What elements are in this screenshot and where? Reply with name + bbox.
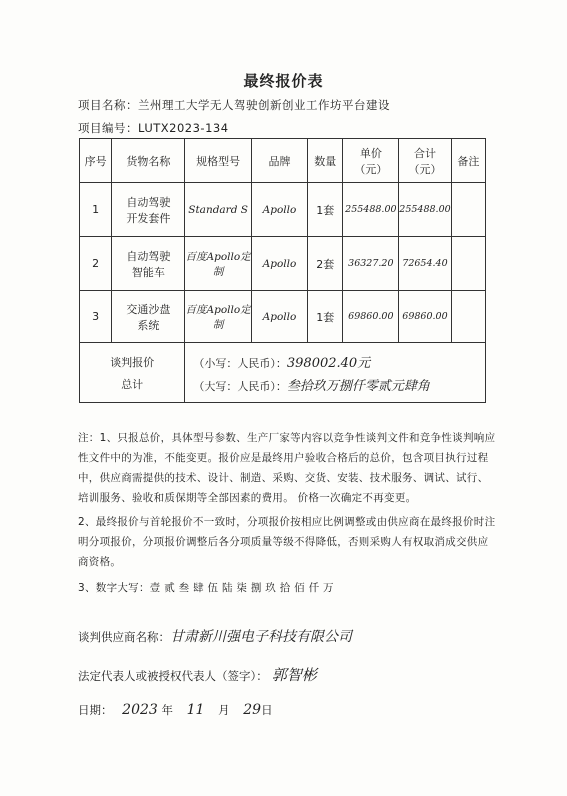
note-1: 注：1、只报总价，具体型号参数、生产厂家等内容以竞争性谈判文件和竞争性谈判响应性文件中的为准，不能变更。报价应是最终用户验收合格后的总价，包含项目执行过程中，供应商需提供的技术、设计、制造、采购、交货、安装、技术服务、调试、试行、培训服务、验收和质保期等全部因素的费用。 价格一次确定不再变更。 [78, 432, 496, 504]
small-total-value: 398002.40元 [286, 355, 371, 371]
small-total-label: （小写：人民币）： [193, 356, 287, 370]
supplier-label: 谈判供应商名称： [78, 630, 170, 644]
supplier-line [78, 626, 352, 646]
row-name-line1: 自动驾驶 [126, 195, 171, 209]
date-line [78, 702, 273, 718]
project-no-line [78, 120, 229, 136]
row-qty: 1套 [308, 291, 343, 343]
row-remark [451, 291, 485, 343]
row-model: Standard S [185, 183, 251, 237]
header-unit-price-unit: （元） [354, 162, 388, 176]
header-brand: 品牌 [251, 139, 307, 183]
quote-table [79, 138, 486, 403]
row-name [112, 291, 185, 343]
date-day: 29 [243, 702, 262, 718]
row-name [112, 237, 185, 291]
date-label: 日期： [78, 703, 113, 717]
big-total-value: 叁拾玖万捌仟零贰元肆角 [286, 378, 430, 394]
row-name-line2: 系统 [137, 318, 160, 332]
representative-signature: 郭智彬 [271, 666, 317, 684]
project-no-label: 项目编号： [78, 121, 138, 135]
date-month: 11 [186, 702, 205, 718]
row-remark [451, 237, 485, 291]
summary-label-line1: 谈判报价 [110, 355, 155, 369]
row-name-line2: 开发套件 [126, 211, 171, 225]
header-unit-price-label: 单价 [359, 146, 382, 160]
header-seq: 序号 [80, 139, 112, 183]
summary-label-line2: 总计 [121, 377, 144, 391]
row-name [112, 183, 185, 237]
row-seq: 3 [80, 291, 112, 343]
row-total: 72654.40 [399, 237, 451, 291]
row-model: 百度Apollo定制 [185, 237, 251, 291]
page-title: 最终报价表 [243, 72, 324, 90]
row-unit-price: 69860.00 [343, 291, 399, 343]
table-row [80, 183, 486, 237]
representative-label: 法定代表人或被授权代表人（签字）： [78, 669, 268, 683]
header-total-label: 合计 [413, 146, 436, 160]
date-year: 2023 [122, 702, 158, 718]
table-row [80, 291, 486, 343]
header-unit-price [343, 139, 399, 183]
project-name-line [78, 97, 390, 113]
date-year-unit: 年 [161, 703, 173, 717]
date-day-unit: 日 [261, 703, 273, 717]
summary-values [185, 343, 486, 403]
row-qty: 2套 [308, 237, 343, 291]
row-name-line2: 智能车 [131, 265, 165, 279]
representative-line [78, 664, 317, 685]
big-total-label: （大写：人民币）： [193, 379, 287, 393]
row-brand: Apollo [251, 291, 307, 343]
row-total: 255488.00 [399, 183, 451, 237]
header-total-unit: （元） [408, 162, 442, 176]
summary-label [80, 343, 185, 403]
big-total-line [185, 375, 485, 394]
row-brand: Apollo [251, 237, 307, 291]
project-name: 兰州理工大学无人驾驶创新创业工作坊平台建设 [138, 98, 390, 112]
table-header-row [80, 139, 486, 183]
row-seq: 2 [80, 237, 112, 291]
row-unit-price: 255488.00 [343, 183, 399, 237]
header-model: 规格型号 [185, 139, 251, 183]
header-name: 货物名称 [112, 139, 185, 183]
row-unit-price: 36327.20 [343, 237, 399, 291]
row-total: 69860.00 [399, 291, 451, 343]
row-qty: 1套 [308, 183, 343, 237]
summary-row [80, 343, 486, 403]
note-2: 2、最终报价与首轮报价不一致时，分项报价按相应比例调整或由供应商在最终报价时注明分项报价，分项报价调整后各分项质量等级不得降低，否则采购人有权取消成交供应商资格。 [78, 516, 496, 568]
row-remark [451, 183, 485, 237]
table-row [80, 237, 486, 291]
row-name-line1: 交通沙盘 [126, 302, 171, 316]
header-qty: 数量 [308, 139, 343, 183]
row-model: 百度Apollo定制 [185, 291, 251, 343]
supplier-value: 甘肃新川强电子科技有限公司 [170, 629, 352, 645]
small-total-line [185, 352, 485, 371]
date-month-unit: 月 [218, 703, 230, 717]
header-remark: 备注 [451, 139, 485, 183]
project-no: LUTX2023-134 [138, 121, 229, 135]
row-brand: Apollo [251, 183, 307, 237]
note-3: 3、数字大写：壹 贰 叁 肆 伍 陆 柒 捌 玖 拾 佰 仟 万 [78, 582, 334, 594]
row-name-line1: 自动驾驶 [126, 249, 171, 263]
project-name-label: 项目名称： [78, 98, 138, 112]
row-seq: 1 [80, 183, 112, 237]
header-total [399, 139, 451, 183]
